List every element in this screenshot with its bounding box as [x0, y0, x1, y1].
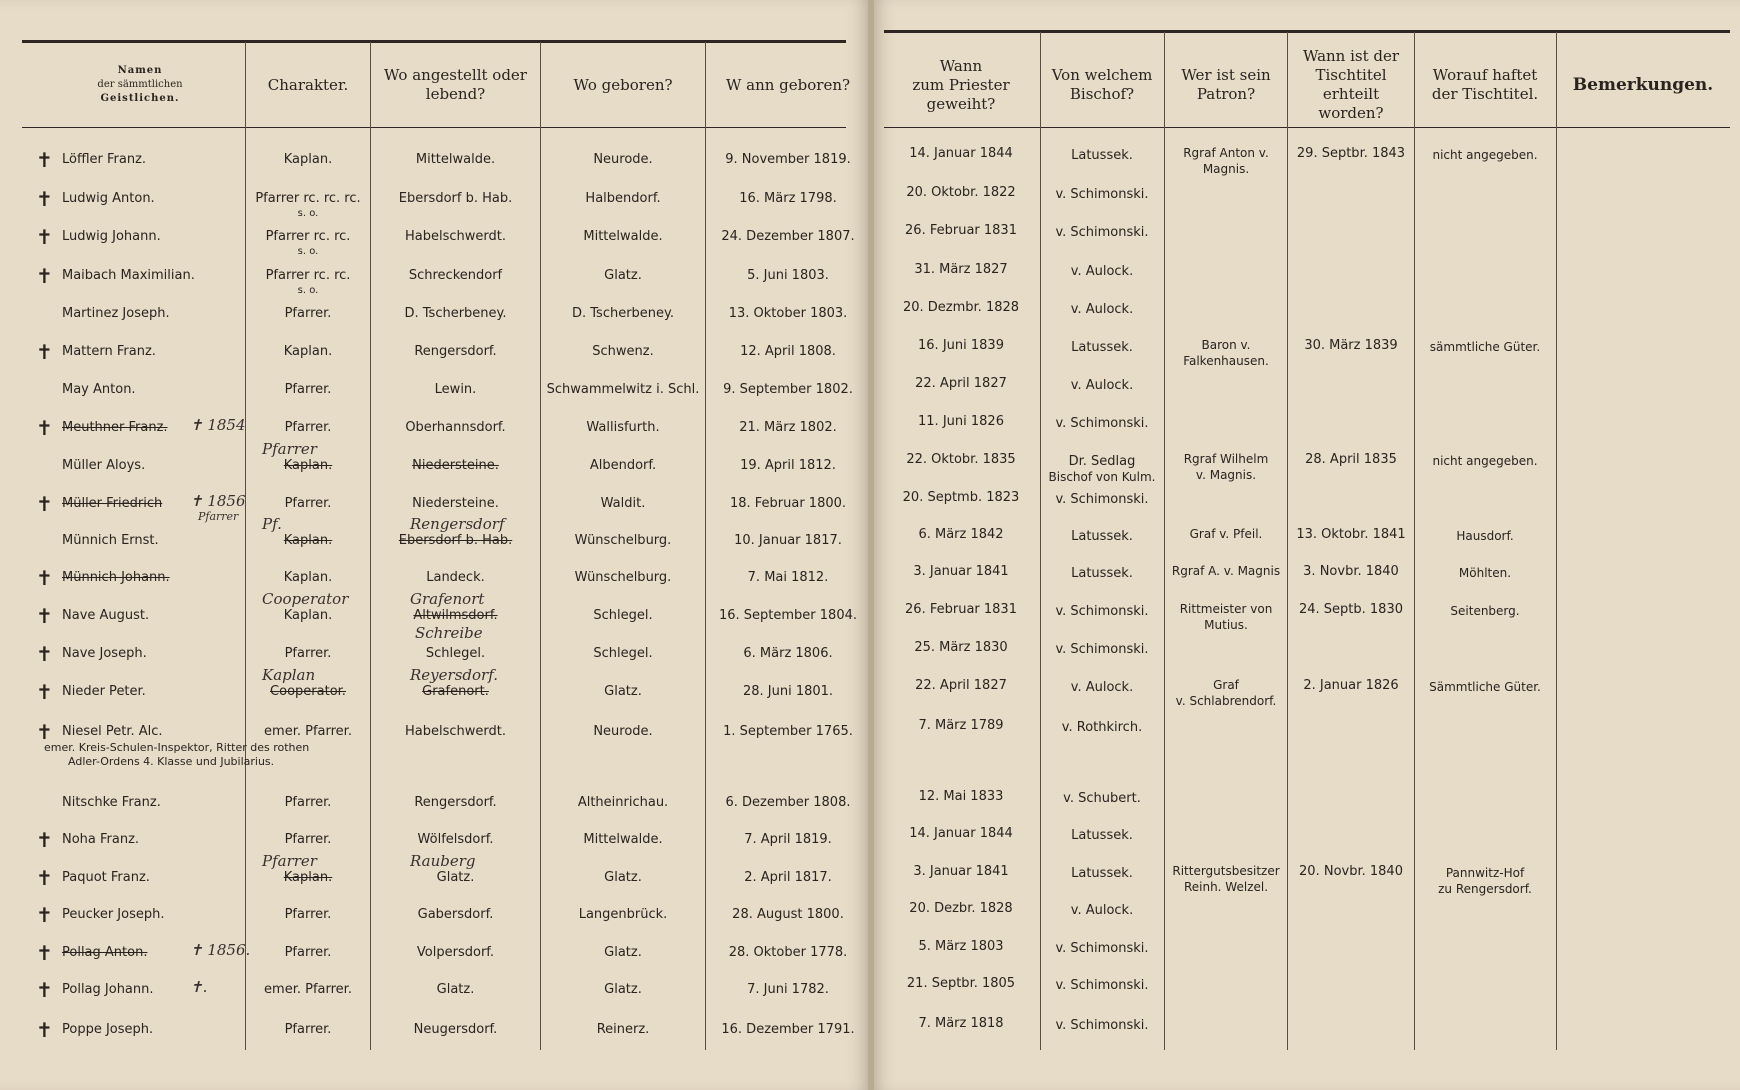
bischof-cell: v. Aulock.: [1070, 378, 1134, 393]
geweiht-cell: 12. Mai 1833: [918, 789, 1004, 804]
angestellt-cell: Oberhannsdorf.: [405, 420, 506, 435]
patron-cell: Graf v. Pfeil.: [1189, 527, 1263, 541]
bischof-cell: v. Aulock.: [1070, 680, 1134, 695]
handwritten-note: Pfarrer: [198, 510, 239, 523]
angestellt-cell: Wölfelsdorf.: [417, 832, 494, 847]
bischof-cell: Dr. Sedlag: [1068, 454, 1136, 469]
header-tischtitel-wann: Wann ist der Tischtitel erhteilt worden?: [1302, 47, 1400, 122]
geburtsort-cell: Neurode.: [593, 152, 653, 167]
patron-cell-line2: Falkenhausen.: [1183, 354, 1269, 368]
bischof-cell: v. Rothkirch.: [1061, 720, 1143, 735]
tischtitel-date-cell: 13. Oktobr. 1841: [1296, 527, 1406, 542]
clergy-name: May Anton.: [62, 382, 136, 397]
geburtsdatum-cell: 16. März 1798.: [739, 191, 837, 206]
charakter-cell: Pfarrer.: [284, 795, 332, 810]
geweiht-cell: 22. April 1827: [915, 376, 1007, 391]
tischtitel-date-cell: 28. April 1835: [1305, 452, 1397, 467]
header-rule: [22, 127, 846, 128]
patron-cell: Rgraf Wilhelm: [1183, 452, 1269, 466]
geweiht-cell: 11. Juni 1826: [918, 414, 1004, 429]
angestellt-cell: Glatz.: [436, 982, 475, 997]
header-patron: Wer ist sein Patron?: [1181, 66, 1271, 103]
angestellt-cell: Grafenort.: [422, 684, 489, 699]
header-bischof: Von welchem Bischof?: [1051, 66, 1153, 103]
angestellt-cell: Glatz.: [436, 870, 475, 885]
geburtsort-cell: Glatz.: [604, 945, 642, 960]
handwritten-note: ✝ 1856: [190, 492, 246, 510]
charakter-cell: Kaplan.: [283, 458, 333, 473]
geweiht-cell: 6. März 1842: [918, 527, 1004, 542]
bischof-cell: Latussek.: [1071, 148, 1133, 163]
geweiht-cell: 16. Juni 1839: [918, 338, 1004, 353]
patron-cell-line2: v. Schlabrendorf.: [1175, 694, 1277, 708]
handwritten-correction: Grafenort: [410, 590, 485, 608]
geburtsdatum-cell: 18. Februar 1800.: [729, 496, 847, 511]
clergy-name: Müller Aloys.: [62, 458, 146, 473]
geweiht-cell: 22. Oktobr. 1835: [906, 452, 1016, 467]
death-cross-mark: ✝: [36, 680, 53, 704]
charakter-cell: Pfarrer rc. rc. rc.: [255, 191, 361, 206]
geburtsdatum-cell: 10. Januar 1817.: [734, 533, 842, 548]
geweiht-cell: 25. März 1830: [914, 640, 1008, 655]
death-cross-mark: ✝: [36, 187, 53, 211]
angestellt-cell: Rengersdorf.: [414, 344, 497, 359]
right-page: [874, 0, 1740, 1090]
charakter-cell: Kaplan.: [283, 533, 333, 548]
patron-cell: Baron v.: [1201, 338, 1251, 352]
header-namen: Namen der sämmtlichen Geistlichen.: [97, 65, 183, 104]
geburtsort-cell: Schlegel.: [593, 608, 653, 623]
clergy-name: Löffler Franz.: [62, 152, 147, 167]
geburtsort-cell: Glatz.: [604, 982, 642, 997]
patron-cell-line2: v. Magnis.: [1195, 468, 1257, 482]
note-line: emer. Kreis-Schulen-Inspektor, Ritter des rothen: [44, 741, 310, 754]
geburtsort-cell: Neurode.: [593, 724, 653, 739]
header-bemerkungen: Bemerkungen.: [1572, 74, 1714, 95]
bischof-cell: v. Schimonski.: [1055, 1018, 1149, 1033]
bischof-cell: Latussek.: [1071, 866, 1133, 881]
patron-cell: Graf: [1213, 678, 1239, 692]
bischof-cell: v. Schimonski.: [1055, 187, 1149, 202]
column-divider: [705, 42, 706, 1050]
clergy-name: Müller Friedrich: [62, 496, 163, 511]
top-rule: [884, 30, 1730, 33]
bischof-cell: v. Schubert.: [1063, 791, 1141, 806]
geburtsort-cell: Wallisfurth.: [586, 420, 660, 435]
geweiht-cell: 3. Januar 1841: [913, 564, 1009, 579]
charakter-cell-suffix: s. o.: [297, 208, 319, 219]
patron-cell-line2: Magnis.: [1202, 162, 1250, 176]
geburtsort-cell: Glatz.: [604, 684, 642, 699]
geburtsort-cell: Wünschelburg.: [574, 570, 672, 585]
charakter-cell: Pfarrer.: [284, 382, 332, 397]
clergy-name: Peucker Joseph.: [62, 907, 165, 922]
clergy-name: Paquot Franz.: [62, 870, 150, 885]
bischof-cell: v. Aulock.: [1070, 903, 1134, 918]
geweiht-cell: 14. Januar 1844: [909, 826, 1013, 841]
death-cross-mark: ✝: [36, 225, 53, 249]
handwritten-correction: Kaplan: [262, 666, 316, 684]
geweiht-cell: 5. März 1803: [918, 939, 1004, 954]
tischtitel-basis-cell: Pannwitz-Hof: [1445, 866, 1525, 880]
geburtsdatum-cell: 6. März 1806.: [743, 646, 833, 661]
geburtsdatum-cell: 28. Oktober 1778.: [728, 945, 848, 960]
geweiht-cell: 26. Februar 1831: [905, 602, 1017, 617]
geweiht-cell: 20. Oktobr. 1822: [906, 185, 1016, 200]
geburtsort-cell: Glatz.: [604, 870, 642, 885]
death-cross-mark: ✝: [36, 148, 53, 172]
geburtsdatum-cell: 16. September 1804.: [718, 608, 857, 623]
charakter-cell: Kaplan.: [283, 608, 333, 623]
angestellt-cell: Ebersdorf b. Hab.: [398, 191, 513, 206]
angestellt-cell: Volpersdorf.: [416, 945, 495, 960]
tischtitel-date-cell: 24. Septb. 1830: [1298, 602, 1403, 617]
handwritten-correction: Pfarrer: [262, 852, 317, 870]
charakter-cell: Pfarrer.: [284, 496, 332, 511]
geweiht-cell: 20. Septmb. 1823: [902, 490, 1020, 505]
clergy-name: Münnich Johann.: [62, 570, 170, 585]
handwritten-correction: Rauberg: [410, 852, 476, 870]
handwritten-note: ✝ 1856.: [190, 941, 251, 959]
charakter-cell: Pfarrer.: [284, 646, 332, 661]
bischof-cell: v. Schimonski.: [1055, 642, 1149, 657]
clergy-name: Niesel Petr. Alc.: [62, 724, 163, 739]
angestellt-cell: Lewin.: [434, 382, 477, 397]
column-divider: [1164, 32, 1165, 1050]
clergy-name: Maibach Maximilian.: [62, 268, 195, 283]
tischtitel-basis-cell: nicht angegeben.: [1432, 148, 1538, 162]
clergy-name: Ludwig Anton.: [62, 191, 155, 206]
bischof-cell: v. Schimonski.: [1055, 941, 1149, 956]
column-divider: [370, 42, 371, 1050]
angestellt-cell: Landeck.: [426, 570, 485, 585]
charakter-cell: Pfarrer.: [284, 832, 332, 847]
geburtsort-cell: Schlegel.: [593, 646, 653, 661]
tischtitel-basis-cell-line2: zu Rengersdorf.: [1438, 882, 1532, 896]
geburtsdatum-cell: 28. August 1800.: [732, 907, 844, 922]
charakter-cell: Pfarrer.: [284, 1022, 332, 1037]
patron-cell: Rgraf A. v. Magnis: [1171, 564, 1281, 578]
charakter-cell: Pfarrer rc. rc.: [265, 268, 351, 283]
clergy-name: Mattern Franz.: [62, 344, 156, 359]
column-divider: [540, 42, 541, 1050]
header-geburtsort: Wo geboren?: [573, 75, 673, 94]
clergy-name: Nitschke Franz.: [62, 795, 161, 810]
header-rule: [884, 127, 1730, 128]
geburtsdatum-cell: 7. Mai 1812.: [747, 570, 829, 585]
death-cross-mark: ✝: [36, 340, 53, 364]
clergy-name: Martinez Joseph.: [62, 306, 170, 321]
geburtsdatum-cell: 9. September 1802.: [723, 382, 853, 397]
tischtitel-date-cell: 30. März 1839: [1304, 338, 1398, 353]
charakter-cell: emer. Pfarrer.: [264, 982, 352, 997]
geburtsort-cell: Wünschelburg.: [574, 533, 672, 548]
charakter-cell: Pfarrer.: [284, 945, 332, 960]
geburtsort-cell: Schwammelwitz i. Schl.: [546, 382, 700, 397]
charakter-cell: Kaplan.: [283, 570, 333, 585]
geburtsort-cell: Altheinrichau.: [577, 795, 669, 810]
handwritten-correction: Reyersdorf.: [410, 666, 498, 684]
geweiht-cell: 3. Januar 1841: [913, 864, 1009, 879]
handwritten-correction: Pfarrer: [262, 440, 317, 458]
geburtsdatum-cell: 5. Juni 1803.: [747, 268, 829, 283]
death-cross-mark: ✝: [36, 1018, 53, 1042]
top-rule: [22, 40, 846, 43]
charakter-cell-suffix: s. o.: [297, 285, 319, 296]
bischof-cell: v. Schimonski.: [1055, 225, 1149, 240]
bischof-cell: v. Schimonski.: [1055, 492, 1149, 507]
charakter-cell: Cooperator.: [270, 684, 346, 699]
geburtsdatum-cell: 7. Juni 1782.: [747, 982, 829, 997]
tischtitel-date-cell: 2. Januar 1826: [1303, 678, 1399, 693]
patron-cell: Rittmeister von: [1179, 602, 1273, 616]
geburtsdatum-cell: 9. November 1819.: [725, 152, 851, 167]
clergy-name: Pollag Anton.: [62, 945, 148, 960]
column-divider: [1414, 32, 1415, 1050]
angestellt-cell: Gabersdorf.: [417, 907, 494, 922]
tischtitel-basis-cell: sämmtliche Güter.: [1429, 340, 1541, 354]
charakter-cell-suffix: s. o.: [297, 246, 319, 257]
geburtsdatum-cell: 21. März 1802.: [739, 420, 837, 435]
death-cross-mark: ✝: [36, 264, 53, 288]
bischof-cell: v. Schimonski.: [1055, 604, 1149, 619]
header-tischtitel-worauf: Worauf haftet der Tischtitel.: [1431, 66, 1539, 103]
header-charakter: Charakter.: [267, 75, 349, 94]
bischof-cell: v. Aulock.: [1070, 264, 1134, 279]
geburtsdatum-cell: 1. September 1765.: [723, 724, 853, 739]
charakter-cell: Kaplan.: [283, 152, 333, 167]
geburtsdatum-cell: 24. Dezember 1807.: [721, 229, 855, 244]
geburtsort-cell: Mittelwalde.: [583, 832, 663, 847]
bischof-cell: Latussek.: [1071, 828, 1133, 843]
tischtitel-date-cell: 29. Septbr. 1843: [1296, 146, 1406, 161]
angestellt-cell: Habelschwerdt.: [405, 229, 506, 244]
bischof-cell: v. Schimonski.: [1055, 978, 1149, 993]
geweiht-cell: 26. Februar 1831: [905, 223, 1017, 238]
patron-cell: Rgraf Anton v.: [1183, 146, 1269, 160]
charakter-cell: Kaplan.: [283, 344, 333, 359]
clergy-name: Ludwig Johann.: [62, 229, 161, 244]
geweiht-cell: 22. April 1827: [915, 678, 1007, 693]
geburtsdatum-cell: 7. April 1819.: [744, 832, 832, 847]
note-line: Adler-Ordens 4. Klasse und Jubilarius.: [68, 755, 275, 768]
clergy-name: Nieder Peter.: [62, 684, 146, 699]
angestellt-cell: Schreckendorf: [408, 268, 503, 283]
bischof-cell: v. Schimonski.: [1055, 416, 1149, 431]
death-cross-mark: ✝: [36, 492, 53, 516]
column-divider: [1556, 32, 1557, 1050]
angestellt-cell: D. Tscherbeney.: [404, 306, 507, 321]
bischof-cell: v. Aulock.: [1070, 302, 1134, 317]
geweiht-cell: 31. März 1827: [914, 262, 1008, 277]
angestellt-cell: Niedersteine.: [412, 496, 499, 511]
angestellt-cell: Niedersteine.: [412, 458, 499, 473]
death-cross-mark: ✝: [36, 642, 53, 666]
geweiht-cell: 21. Septbr. 1805: [906, 976, 1016, 991]
angestellt-cell: Altwilmsdorf.: [413, 608, 498, 623]
geburtsort-cell: Waldit.: [600, 496, 646, 511]
death-cross-mark: ✝: [36, 566, 53, 590]
clergy-name: Pollag Johann.: [62, 982, 154, 997]
handwritten-correction: Pf.: [262, 515, 282, 533]
geburtsdatum-cell: 28. Juni 1801.: [742, 684, 834, 699]
geweiht-cell: 7. März 1818: [918, 1016, 1004, 1031]
header-geweiht: Wann zum Priester geweiht?: [912, 56, 1010, 113]
tischtitel-date-cell: 3. Novbr. 1840: [1303, 564, 1399, 579]
tischtitel-basis-cell: Sämmtliche Güter.: [1429, 680, 1541, 694]
geweiht-cell: 7. März 1789: [918, 718, 1004, 733]
bischof-cell: Latussek.: [1071, 340, 1133, 355]
header-geburtsdatum: W ann geboren?: [725, 75, 851, 94]
geburtsdatum-cell: 13. Oktober 1803.: [728, 306, 848, 321]
clergy-name: Nave August.: [62, 608, 150, 623]
geweiht-cell: 20. Dezbr. 1828: [909, 901, 1013, 916]
clergy-name: Poppe Joseph.: [62, 1022, 154, 1037]
angestellt-cell: Rengersdorf.: [414, 795, 497, 810]
handwritten-note: ✝ 1854: [190, 416, 246, 434]
geburtsort-cell: Schwenz.: [592, 344, 654, 359]
geburtsort-cell: D. Tscherbeney.: [571, 306, 675, 321]
geweiht-cell: 14. Januar 1844: [909, 146, 1013, 161]
angestellt-cell: Habelschwerdt.: [405, 724, 506, 739]
geweiht-cell: 20. Dezmbr. 1828: [902, 300, 1020, 315]
death-cross-mark: ✝: [36, 866, 53, 890]
tischtitel-basis-cell: Hausdorf.: [1456, 529, 1514, 543]
bischof-cell: Latussek.: [1071, 566, 1133, 581]
angestellt-cell: Ebersdorf b. Hab.: [398, 533, 513, 548]
angestellt-cell: Mittelwalde.: [415, 152, 496, 167]
geburtsdatum-cell: 6. Dezember 1808.: [725, 795, 851, 810]
geburtsort-cell: Glatz.: [604, 268, 642, 283]
charakter-cell: Pfarrer rc. rc.: [265, 229, 351, 244]
death-cross-mark: ✝: [36, 903, 53, 927]
geburtsort-cell: Albendorf.: [589, 458, 657, 473]
death-cross-mark: ✝: [36, 416, 53, 440]
death-cross-mark: ✝: [36, 978, 53, 1002]
death-cross-mark: ✝: [36, 941, 53, 965]
geburtsdatum-cell: 12. April 1808.: [740, 344, 836, 359]
death-cross-mark: ✝: [36, 828, 53, 852]
geburtsort-cell: Langenbrück.: [578, 907, 668, 922]
header-angestellt: Wo angestellt oder lebend?: [384, 66, 527, 103]
angestellt-cell: Neugersdorf.: [413, 1022, 498, 1037]
geburtsort-cell: Halbendorf.: [585, 191, 661, 206]
geburtsort-cell: Reinerz.: [596, 1022, 650, 1037]
tischtitel-basis-cell: Möhlten.: [1458, 566, 1512, 580]
handwritten-correction: Cooperator: [262, 590, 349, 608]
bischof-cell-line2: Bischof von Kulm.: [1048, 470, 1156, 484]
handwritten-correction: Schreibe: [415, 624, 483, 642]
tischtitel-basis-cell: nicht angegeben.: [1432, 454, 1538, 468]
patron-cell-line2: Mutius.: [1204, 618, 1248, 632]
column-divider: [1040, 32, 1041, 1050]
column-divider: [245, 42, 246, 1050]
clergy-name: Noha Franz.: [62, 832, 140, 847]
geburtsdatum-cell: 16. Dezember 1791.: [721, 1022, 855, 1037]
death-cross-mark: ✝: [36, 604, 53, 628]
geburtsort-cell: Mittelwalde.: [583, 229, 663, 244]
clergy-name: Nave Joseph.: [62, 646, 147, 661]
death-cross-mark: ✝: [36, 720, 53, 744]
charakter-cell: Pfarrer.: [284, 907, 332, 922]
charakter-cell: Kaplan.: [283, 870, 333, 885]
charakter-cell: emer. Pfarrer.: [264, 724, 352, 739]
column-divider: [1287, 32, 1288, 1050]
handwritten-correction: Rengersdorf: [410, 515, 505, 533]
charakter-cell: Pfarrer.: [284, 306, 332, 321]
charakter-cell: Pfarrer.: [284, 420, 332, 435]
left-page: [0, 0, 868, 1090]
patron-cell: Rittergutsbesitzer: [1172, 864, 1280, 878]
bischof-cell: Latussek.: [1071, 529, 1133, 544]
handwritten-note: ✝.: [190, 978, 208, 996]
clergy-name: Münnich Ernst.: [62, 533, 159, 548]
tischtitel-basis-cell: Seitenberg.: [1450, 604, 1520, 618]
angestellt-cell: Schlegel.: [425, 646, 486, 661]
geburtsdatum-cell: 19. April 1812.: [740, 458, 836, 473]
geburtsdatum-cell: 2. April 1817.: [744, 870, 832, 885]
clergy-name: Meuthner Franz.: [62, 420, 168, 435]
tischtitel-date-cell: 20. Novbr. 1840: [1299, 864, 1403, 879]
patron-cell-line2: Reinh. Welzel.: [1183, 880, 1269, 894]
